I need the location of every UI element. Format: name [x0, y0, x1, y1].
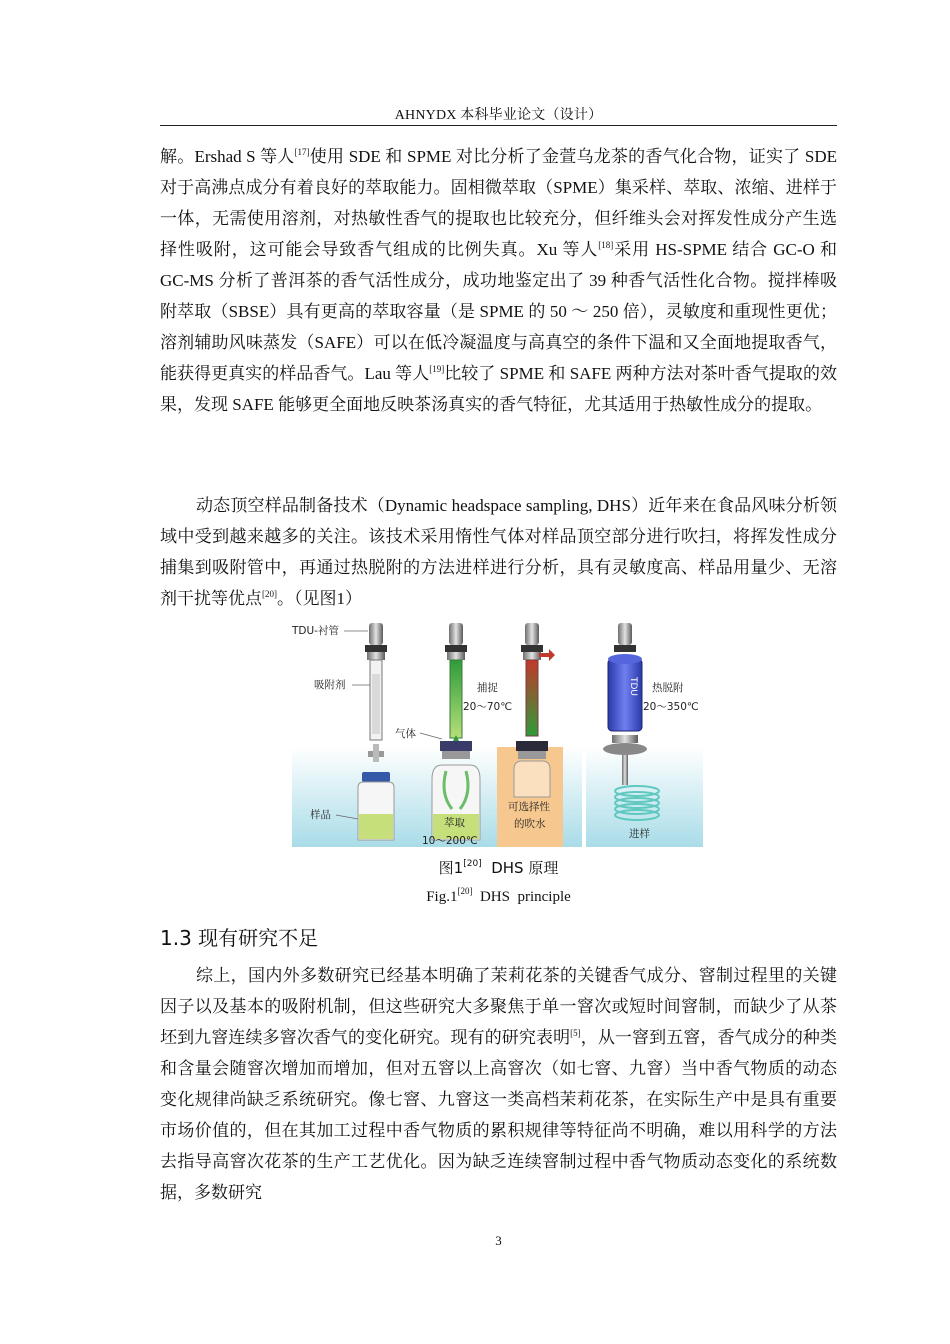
text-segment: 采用 HS-SPME 结合 GC-O 和 GC-MS 分析了普洱茶的香气活性成分，成功地鉴定出了 39 种香气活性化合物。搅拌棒吸附萃取（SBSE）具有更高的萃取容量（是 SPME 的 50 ～ 250 倍），灵敏度和重现性更优；溶剂辅助风味蒸发（SAFE）可以在低冷凝温度与高真空的条件下温和又全面地提取香气，能获得更真实的样品香气。Lau 等人	[160, 240, 838, 383]
figure-caption-en: Fig.1[20] DHS principle	[426, 886, 571, 905]
step3-trap	[521, 623, 555, 736]
label-extraction: 萃取	[444, 817, 465, 829]
label-sample: 样品	[310, 809, 331, 821]
paragraph-extraction-methods	[160, 141, 837, 420]
label-optional-purge-1: 可选择性	[508, 801, 550, 813]
citation-ref: [17]	[294, 147, 310, 157]
label-tdu: TDU	[628, 677, 638, 697]
running-header: AHNYDX 本科毕业论文（设计）	[394, 108, 603, 123]
step1-liner	[365, 623, 387, 740]
citation-ref: [19]	[429, 364, 445, 374]
label-optional-purge-2: 的吹水	[514, 818, 546, 830]
step3-vessel	[514, 741, 550, 797]
header-rule	[160, 125, 837, 126]
step2-trap	[445, 623, 467, 747]
text-segment: 。（见图1）	[277, 589, 362, 608]
paragraph-research-gap	[160, 960, 837, 1208]
citation-ref: [20]	[463, 859, 482, 869]
label-desorption: 热脱附	[652, 682, 684, 694]
label-injection: 进样	[629, 828, 650, 840]
citation-ref: [18]	[598, 240, 614, 250]
text-segment: ，从一窨到五窨，香气成分的种类和含量会随窨次增加而增加，但对五窨以上高窨次（如七窨、九窨）当中香气物质的动态变化规律尚缺乏系统研究。像七窨、九窨这一类高档茉莉花茶，在实际生产中是具有重要市场价值的，但在其加工过程中香气物质的累积规律等特征尚不明确，难以用科学的方法去指导高窨次花茶的生产工艺优化。因为缺乏连续窨制过程中香气物质动态变化的系统数据，多数研究	[160, 1028, 838, 1202]
label-desorption-temp: 20～350℃	[643, 701, 699, 713]
label-trapping: 捕捉	[477, 682, 498, 694]
label-adsorbent: 吸附剂	[314, 679, 346, 691]
text-segment: 动态顶空样品制备技术（Dynamic headspace sampling, DHS）近年来在食品风味分析领域中受到越来越多的关注。该技术采用惰性气体对样品顶空部分进行吹扫，将挥发性成分捕集到吸附管中，再通过热脱附的方法进样进行分析，具有灵敏度高、样品用量少、无溶剂干扰等优点	[160, 496, 837, 608]
label-tdu-liner: TDU-衬管	[292, 625, 339, 637]
figure-caption-cn: 图1[20] DHS 原理	[438, 859, 559, 877]
text-segment: 使用 SDE 和 SPME 对比分析了金萱乌龙茶的香气化合物，证实了 SDE 对于高沸点成分有着良好的萃取能力。固相微萃取（SPME）集采样、萃取、浓缩、进样于一体，无需使用溶剂，对热敏性香气的提取也比较充分，但纤维头会对挥发性成分产生选择性吸附，这可能会导致香气组成的比例失真。Xu 等人	[160, 147, 837, 259]
label-gas: 气体	[395, 728, 416, 740]
page-number: 3	[495, 1233, 502, 1248]
label-extraction-temp: 10～200℃	[422, 835, 478, 847]
citation-ref: [20]	[457, 886, 473, 896]
paragraph-dhs	[160, 490, 837, 614]
label-trapping-temp: 20～70℃	[463, 701, 513, 713]
text-segment: 比较了 SPME 和 SAFE 两种方法对茶叶香气提取的效果，发现 SAFE 能够更全面地反映茶汤真实的香气特征，尤其适用于热敏性成分的提取。	[160, 364, 837, 414]
citation-ref: [5]	[570, 1028, 581, 1038]
section-heading: 1.3 现有研究不足	[160, 926, 319, 950]
step1-vial	[358, 772, 394, 840]
dhs-principle-figure	[292, 619, 703, 847]
citation-ref: [20]	[262, 589, 277, 599]
text-segment: 综上，国内外多数研究已经基本明确了茉莉花茶的关键香气成分、窨制过程里的关键因子以及基本的吸附机制，但这些研究大多聚焦于单一窨次或短时间窨制，而缺少了从茶坯到九窨连续多窨次香气的变化研究。现有的研究表明	[160, 966, 837, 1047]
text-segment: 解。Ershad S 等人	[160, 147, 295, 166]
